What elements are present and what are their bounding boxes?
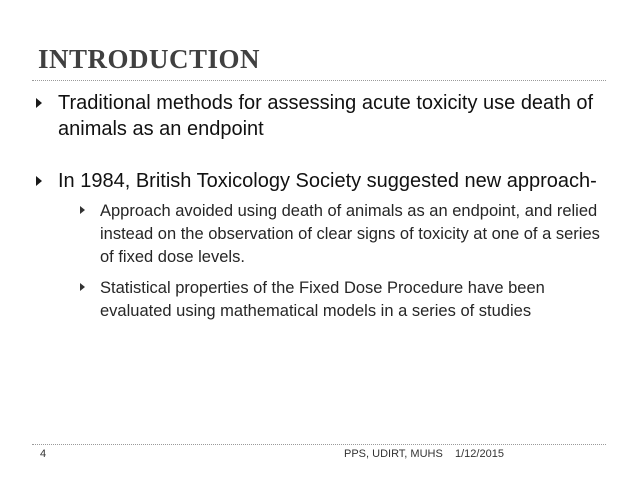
triangle-bullet-icon	[80, 283, 85, 291]
bullet-item	[36, 168, 616, 323]
slide-title: INTRODUCTION	[38, 44, 261, 74]
sub-bullet-item	[80, 200, 616, 269]
page-number: 4	[40, 448, 47, 460]
title-divider	[32, 80, 606, 81]
triangle-bullet-icon	[36, 176, 42, 186]
bullet-list	[36, 90, 616, 331]
sub-bullet-text: Statistical properties of the Fixed Dose Procedure have been evaluated using mathematical models in a series of studies	[100, 279, 545, 320]
bullet-text: Traditional methods for assessing acute toxicity use death of animals as an endpoint	[58, 92, 594, 140]
footer-organization: PPS, UDIRT, MUHS	[344, 448, 443, 460]
footer-date: 1/12/2015	[455, 448, 504, 460]
triangle-bullet-icon	[36, 98, 42, 108]
bullet-text: In 1984, British Toxicology Society suggested new approach-	[58, 170, 597, 192]
triangle-bullet-icon	[80, 206, 85, 214]
sub-bullet-text: Approach avoided using death of animals as an endpoint, and relied instead on the observation of clear signs of toxicity at one of a series of fixed dose levels.	[100, 202, 600, 266]
sub-bullet-list	[58, 200, 616, 323]
sub-bullet-item	[80, 277, 616, 323]
footer-divider	[32, 444, 606, 445]
bullet-item	[36, 90, 616, 142]
